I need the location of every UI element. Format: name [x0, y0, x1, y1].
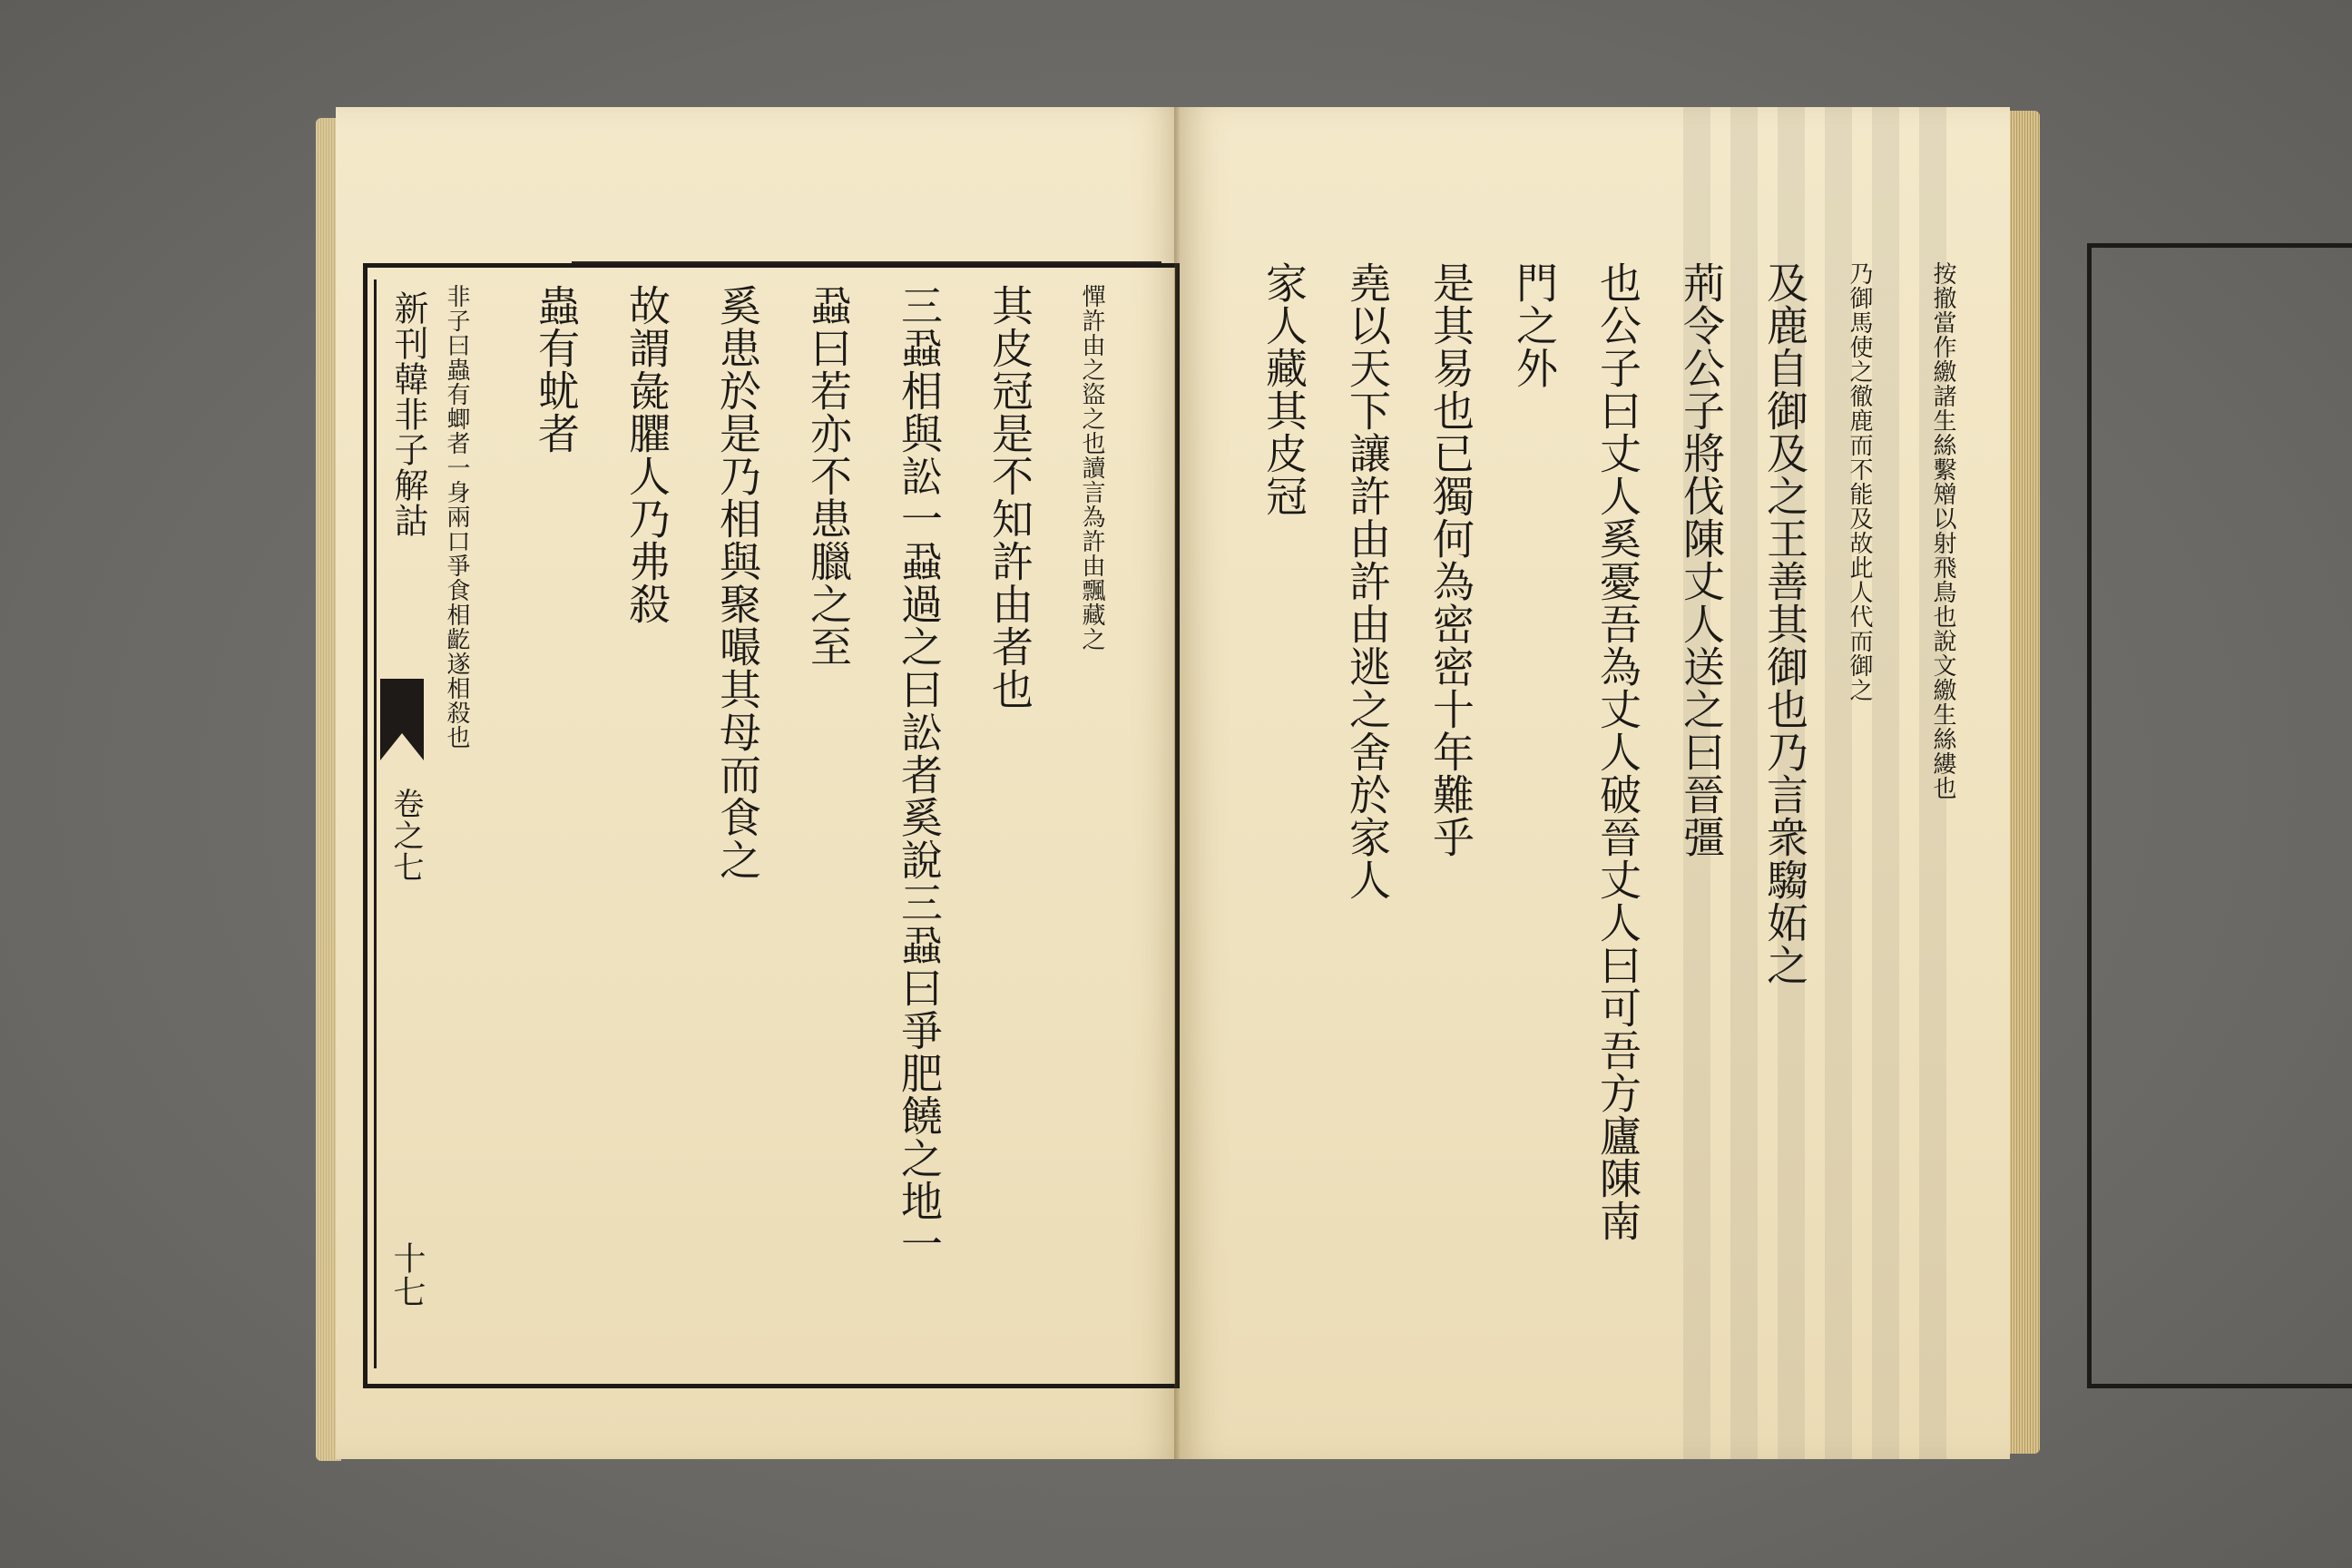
text-column: 及鹿自御及之王善其御也乃言衆騶妬之 [1760, 261, 1809, 986]
text-column: 三蝨相與訟一蝨過之曰訟者奚說三蝨曰爭肥饒之地一 [895, 284, 944, 1265]
text-column: 蟲有蚘者 [532, 284, 581, 455]
text-column: 蝨曰若亦不患臘之至 [804, 284, 853, 668]
text-column: 其皮冠是不知許由者也 [985, 284, 1034, 710]
text-column: 憚許由之盜之也讀言為許由飄藏之 [1078, 284, 1105, 652]
block-margin [374, 279, 429, 1368]
text-column: 家人藏其皮冠 [1259, 261, 1308, 517]
text-column: 乃御馬使之徹鹿而不能及故此人代而御之 [1846, 261, 1873, 702]
text-column: 是其易也已獨何為密密十年難乎 [1426, 261, 1475, 858]
text-column: 奚患於是乃相與聚嘬其母而食之 [713, 284, 762, 881]
text-column: 也公子曰丈人奚憂吾為丈人破晉丈人曰可吾方廬陳南 [1593, 261, 1642, 1242]
right-page [1180, 107, 2010, 1459]
right-page-edges [2009, 111, 2040, 1454]
right-text-frame [2087, 243, 2352, 1388]
text-column: 門之外 [1510, 261, 1559, 389]
leaf-number: 十七 [388, 1241, 426, 1308]
text-column: 非子曰蟲有蝍者一身兩口爭食相齕遂相殺也 [443, 284, 470, 750]
juan-number: 卷之七 [387, 788, 424, 883]
fish-tail-icon [380, 679, 424, 760]
left-page [336, 107, 1180, 1459]
text-column: 堯以天下讓許由許由逃之舍於家人 [1343, 261, 1392, 901]
open-book [316, 107, 2040, 1468]
text-column: 故謂彘臞人乃弗殺 [622, 284, 671, 625]
text-column: 荊令公子將伐陳丈人送之曰晉彊 [1677, 261, 1726, 858]
book-title: 新刊韓非子解詁 [388, 290, 428, 538]
left-text-frame [363, 263, 1180, 1388]
left-header-rule [572, 243, 1161, 264]
text-column: 按撤當作繳諸生絲繫矰以射飛鳥也說文繳生絲縷也 [1929, 261, 1956, 800]
